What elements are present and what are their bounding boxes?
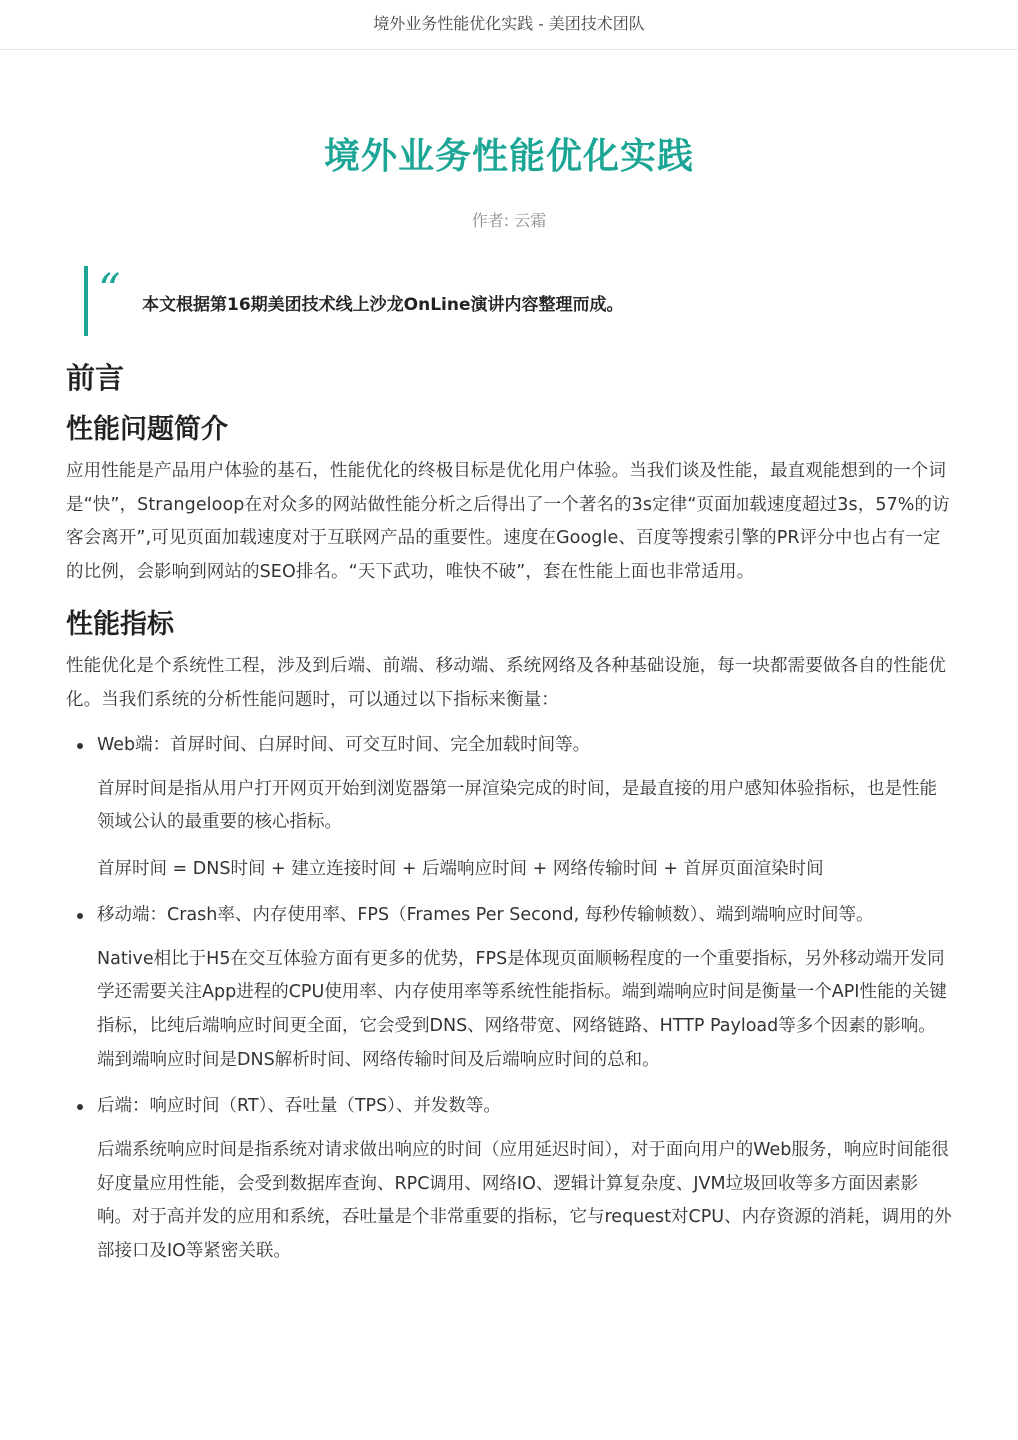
bullet-icon	[77, 743, 83, 749]
list-item-heading: Web端：首屏时间、白屏时间、可交互时间、完全加载时间等。	[97, 734, 591, 755]
intro-paragraph: 应用性能是产品用户体验的基石，性能优化的终极目标是优化用户体验。当我们谈及性能，最直观能想到的一个词是“快”，Strangeloop在对众多的网站做性能分析之后得出了一个著名的3s定律“页面加载速度超过3s，57%的访客会离开”,可见页面加载速度对于互联网产品的重要性。速度在Google、百度等搜索引擎的PR评分中也占有一定的比例，会影响到网站的SEO排名。“天下武功，唯快不破”，套在性能上面也非常适用。	[66, 461, 950, 582]
quote-mark-icon: “	[98, 265, 121, 316]
article-author: 作者: 云霜	[471, 211, 547, 230]
list-item-detail: Native相比于H5在交互体验方面有更多的优势，FPS是体现页面顺畅程度的一个重要指标，另外移动端开发同学还需要关注App进程的CPU使用率、内存使用率等系统性能指标。端到端响应时间是衡量一个API性能的关键指标，比纯后端响应时间更全面，它会受到DNS、网络带宽、网络链路、HTTP Payload等多个因素的影响。端到端响应时间是DNS解析时间、网络传输时间及后端响应时间的总和。	[97, 948, 947, 1070]
list-item-heading: 移动端：Crash率、内存使用率、FPS（Frames Per Second, 每秒传输帧数）、端到端响应时间等。	[97, 904, 874, 925]
quote-text: 本文根据第16期美团技术线上沙龙OnLine演讲内容整理而成。	[142, 295, 624, 315]
section-heading-metrics: 性能指标	[66, 609, 174, 641]
list-item-backend	[66, 1089, 952, 1268]
blockquote	[84, 266, 954, 336]
article-body	[66, 358, 952, 1269]
list-item-web	[66, 728, 952, 898]
metrics-paragraph: 性能优化是个系统性工程，涉及到后端、前端、移动端、系统网络及各种基础设施，每一块都需要做各自的性能优化。当我们系统的分析性能问题时，可以通过以下指标来衡量：	[66, 656, 946, 710]
bullet-icon	[77, 913, 83, 919]
list-item-detail: 首屏时间是指从用户打开网页开始到浏览器第一屏渲染完成的时间，是最直接的用户感知体验指标，也是性能领域公认的最重要的核心指标。	[97, 778, 937, 833]
section-heading-preface: 前言	[66, 361, 125, 395]
section-heading-intro: 性能问题简介	[66, 414, 228, 445]
page-header-text: 境外业务性能优化实践 - 美团技术团队	[373, 14, 645, 33]
list-item-heading: 后端：响应时间（RT）、吞吐量（TPS）、并发数等。	[97, 1096, 501, 1117]
list-item-detail: 后端系统响应时间是指系统对请求做出响应的时间（应用延迟时间），对于面向用户的Web服务，响应时间能很好度量应用性能，会受到数据库查询、RPC调用、网络IO、逻辑计算复杂度、JVM垃圾回收等多方面因素影响。对于高并发的应用和系统，吞吐量是个非常重要的指标，它与request对CPU、内存资源的消耗，调用的外部接口及IO等紧密关联。	[97, 1140, 952, 1261]
page-header	[0, 0, 1018, 50]
article-title: 境外业务性能优化实践	[323, 136, 694, 177]
formula-text: 首屏时间 = DNS时间 + 建立连接时间 + 后端响应时间 + 网络传输时间 + 首屏页面渲染时间	[97, 858, 824, 879]
metrics-list	[66, 728, 952, 1269]
bullet-icon	[77, 1104, 83, 1110]
list-item-mobile	[66, 898, 952, 1089]
